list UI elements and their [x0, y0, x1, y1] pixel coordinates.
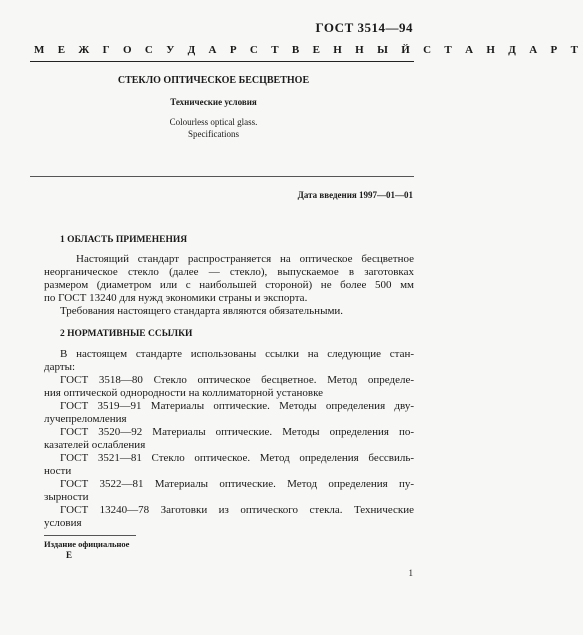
section-1-line: по ГОСТ 13240 для нужд экономики страны и экспорта. — [44, 292, 308, 304]
section-2-line: ГОСТ 13240—78 Заготовки из оптического стекла. Технические — [60, 504, 414, 516]
document-title: СТЕКЛО ОПТИЧЕСКОЕ БЕСЦВЕТНОЕ — [117, 75, 310, 86]
section-2-line: ности — [44, 465, 72, 477]
section-2-line: ГОСТ 3519—91 Материалы оптические. Методы определения дву- — [60, 400, 414, 412]
section-1-line: неорганическое стекло (далее — стекло), выпускаемое в заготовках — [44, 266, 414, 278]
header-rule — [30, 61, 414, 62]
section-1-heading: 1 ОБЛАСТЬ ПРИМЕНЕНИЯ — [60, 235, 188, 245]
section-2-line: условия — [44, 517, 82, 529]
standard-number: ГОСТ 3514—94 — [315, 20, 413, 35]
official-edition-label: Издание официальное — [44, 539, 130, 549]
interstate-standard-heading: М Е Ж Г О С У Д А Р С Т В Е Н Н Ы Й С Т А Н Д А Р Т — [34, 44, 583, 56]
edition-mark: Е — [66, 550, 73, 560]
section-1-line: Настоящий стандарт распространяется на оптическое бесцветное — [76, 253, 414, 265]
introduction-date: Дата введения 1997—01—01 — [297, 190, 413, 200]
document-subtitle-english: Specifications — [188, 129, 239, 139]
section-2-line: ГОСТ 3520—92 Материалы оптические. Методы определения по- — [60, 426, 414, 438]
section-2-line: дарты: — [44, 361, 76, 373]
document-subtitle: Технические условия — [170, 97, 257, 107]
section-2-line: лучепреломления — [44, 413, 127, 425]
section-1-line: Требования настоящего стандарта являются обязательными. — [60, 305, 344, 317]
section-2-heading: 2 НОРМАТИВНЫЕ ССЫЛКИ — [60, 329, 193, 339]
document-title-english: Colourless optical glass. — [169, 117, 258, 127]
page-number: 1 — [408, 568, 413, 578]
section-2-line: зырности — [44, 491, 89, 503]
section-2-line: ГОСТ 3522—81 Материалы оптические. Метод определения пу- — [60, 478, 414, 490]
section-2-line: ГОСТ 3518—80 Стекло оптическое бесцветное. Метод определе- — [60, 374, 414, 386]
section-1-line: размером (диаметром или с наибольшей стороной) не более 500 мм — [44, 279, 414, 291]
section-2-line: В настоящем стандарте использованы ссылки на следующие стан- — [60, 348, 414, 360]
section-2-line: ния оптической однородности на коллиматорной установке — [44, 387, 324, 399]
section-2-line: ГОСТ 3521—81 Стекло оптическое. Метод определения бессвиль- — [60, 452, 414, 464]
footer-rule — [44, 535, 136, 536]
title-rule — [30, 176, 414, 177]
section-2-line: казателей ослабления — [44, 439, 146, 451]
